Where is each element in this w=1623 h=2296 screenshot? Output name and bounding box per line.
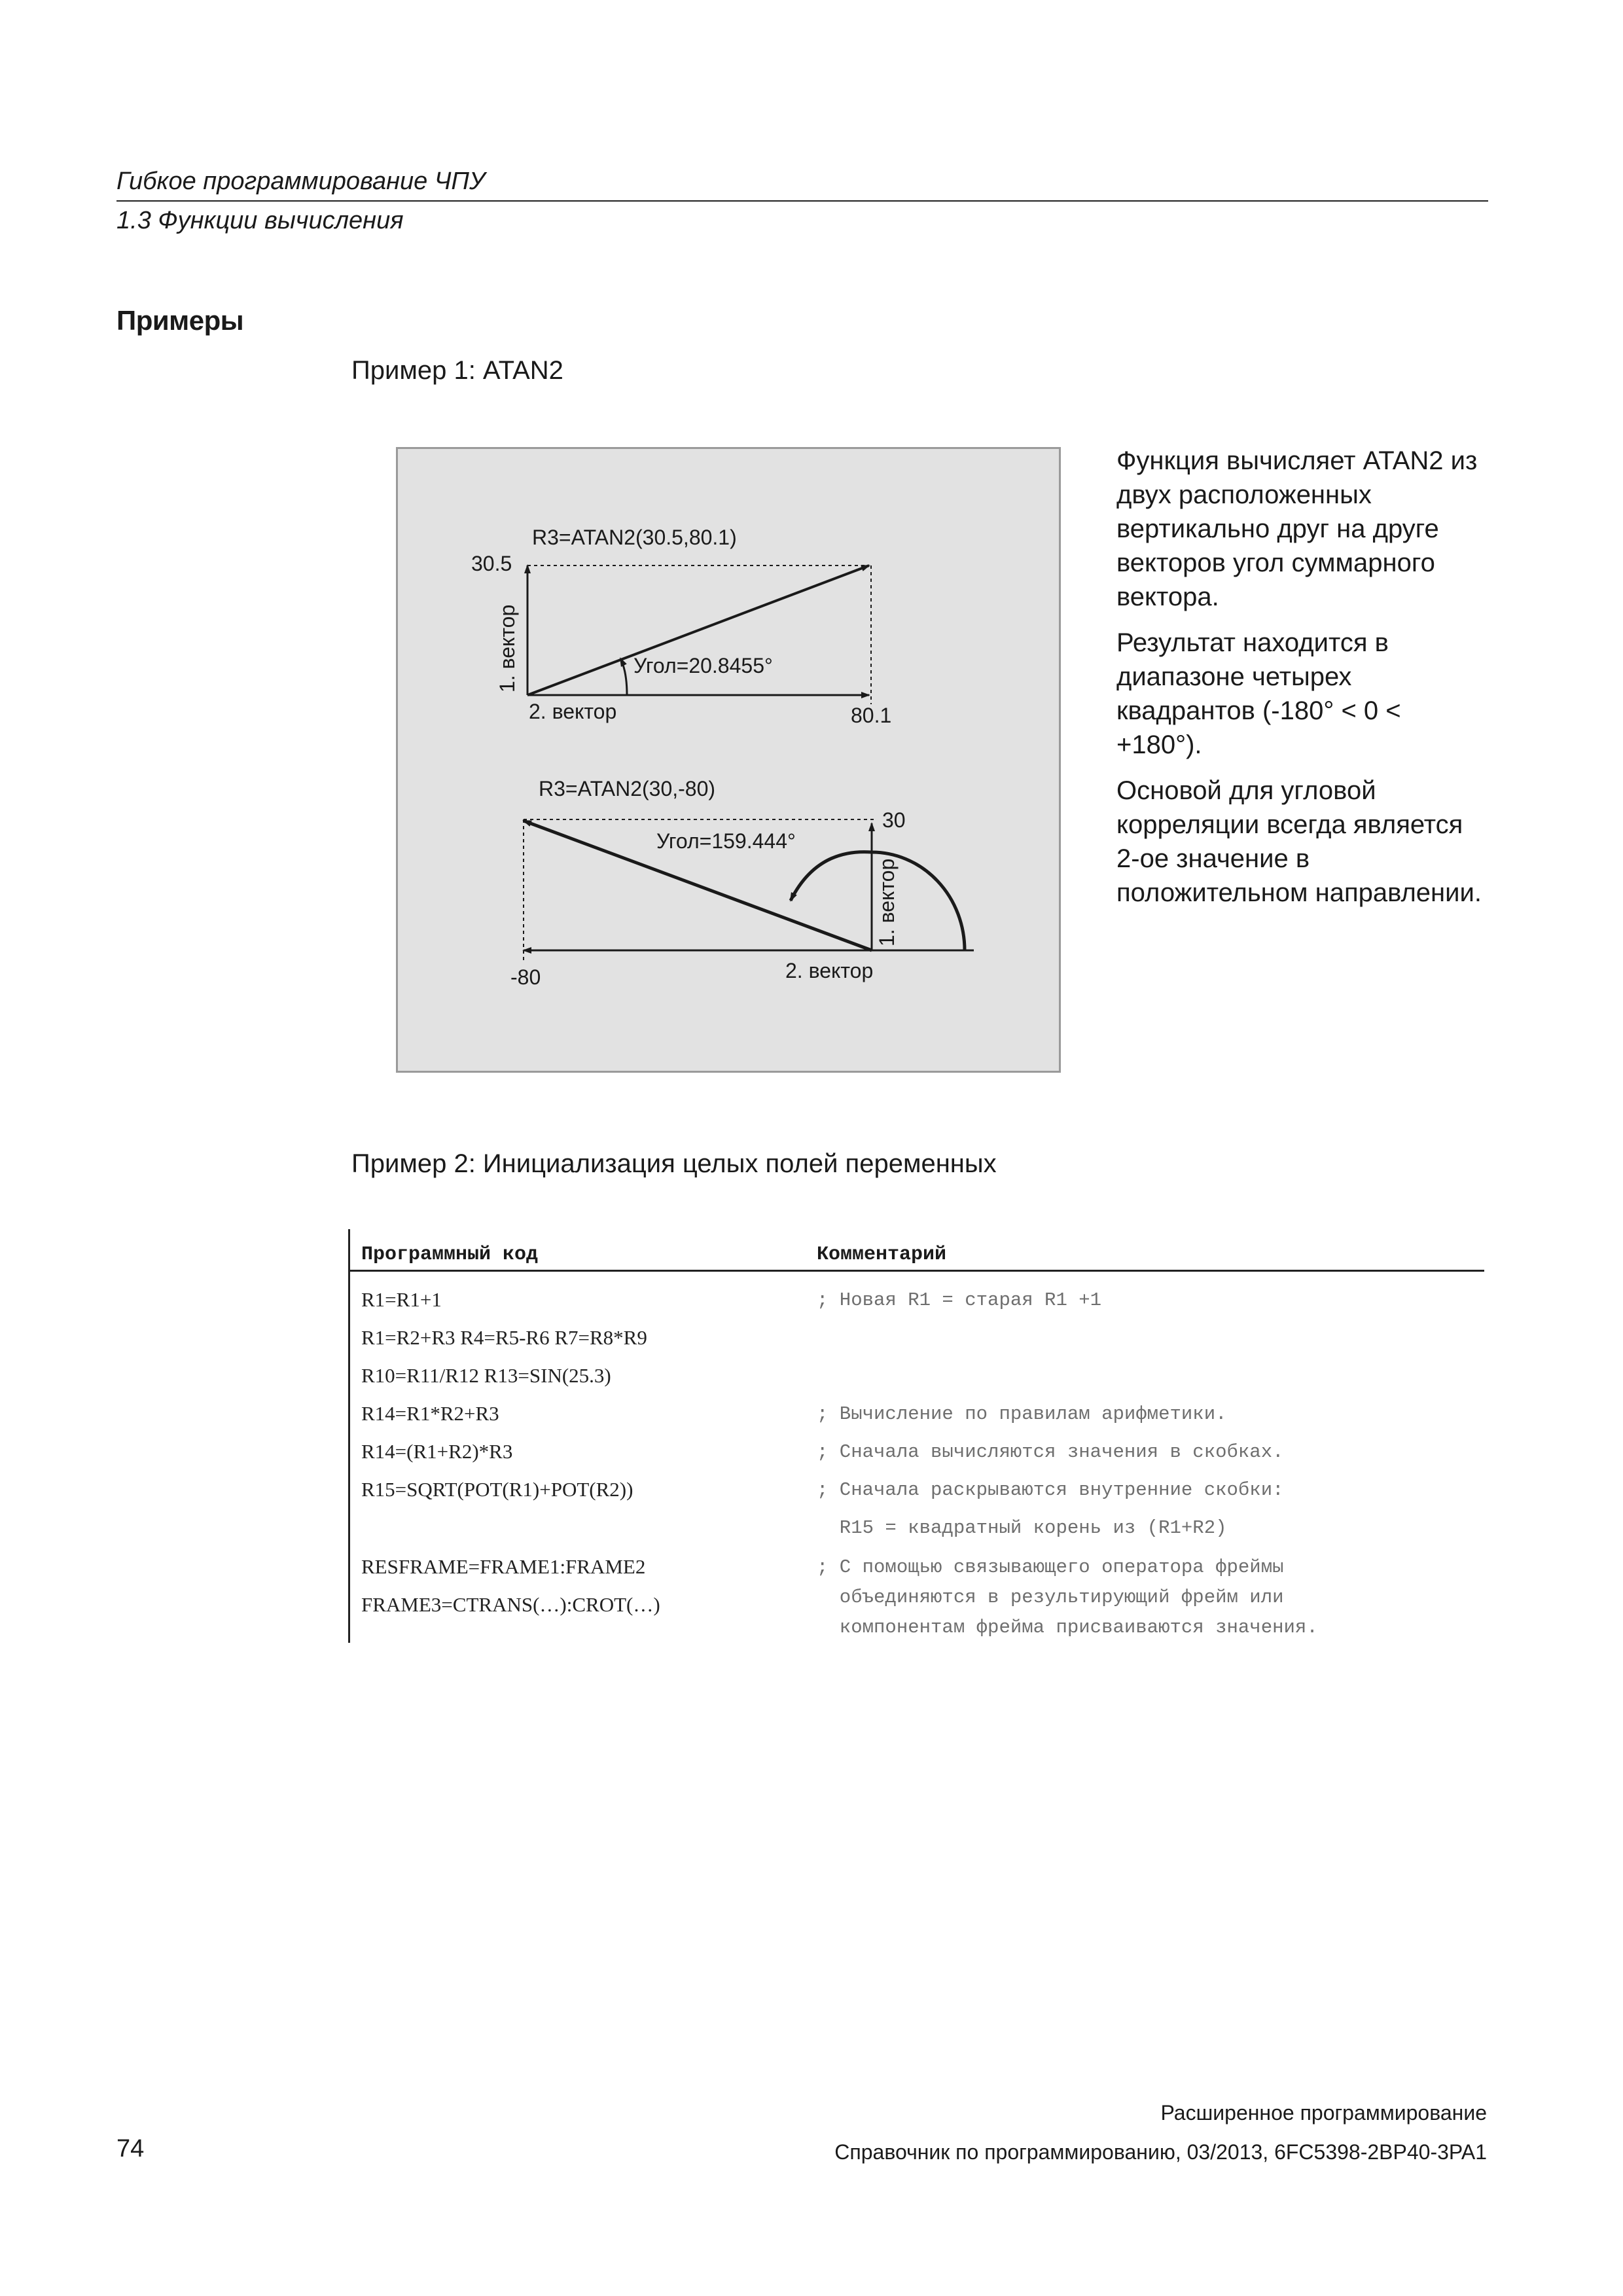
- comment-line: ; С помощью связывающего оператора фреймы: [817, 1556, 1284, 1578]
- table-header-code: Программный код: [361, 1244, 539, 1266]
- top-vector1-label: 1. вектор: [495, 604, 519, 692]
- bottom-formula: R3=ATAN2(30,-80): [539, 777, 716, 800]
- code-line: R14=R1*R2+R3: [361, 1402, 499, 1425]
- code-line: R10=R11/R12 R13=SIN(25.3): [361, 1364, 611, 1387]
- page-number: 74: [116, 2135, 145, 2162]
- example1-label: Пример 1: ATAN2: [351, 356, 563, 385]
- code-line: R14=(R1+R2)*R3: [361, 1440, 513, 1463]
- top-vector2-label: 2. вектор: [529, 700, 617, 723]
- example1-description: [1116, 444, 1483, 922]
- comment-line: объединяются в результирующий фрейм или: [817, 1587, 1284, 1608]
- top-angle-arc: [620, 658, 627, 695]
- comment-line: компонентам фрейма присваиваются значения.: [817, 1617, 1318, 1638]
- description-paragraph-2: Результат находится в диапазоне четырех квадрантов (-180° < 0 < +180°).: [1116, 628, 1401, 759]
- code-line: R1=R1+1: [361, 1288, 442, 1311]
- top-diagram: [471, 526, 891, 727]
- atan2-diagram: [398, 449, 1063, 1075]
- comment-line: R15 = квадратный корень из (R1+R2): [817, 1517, 1227, 1539]
- table-header-comment: Комментарий: [817, 1244, 947, 1266]
- bottom-angle-arc-inner: [791, 852, 872, 901]
- code-line: R15=SQRT(POT(R1)+POT(R2)): [361, 1478, 633, 1501]
- code-line: FRAME3=CTRANS(…):CROT(…): [361, 1593, 660, 1616]
- table-header-rule: [350, 1270, 1484, 1272]
- top-y-value: 30.5: [471, 552, 512, 575]
- description-paragraph-1: Функция вычисляет ATAN2 из двух расположенных вертикально друг на друге векторов угол суммарного вектора.: [1116, 446, 1478, 611]
- bottom-y-value: 30: [882, 808, 906, 832]
- bottom-diagram: [510, 777, 974, 989]
- example2-label: Пример 2: Инициализация целых полей переменных: [351, 1149, 997, 1178]
- bottom-angle-label: Угол=159.444°: [656, 829, 796, 853]
- comment-line: ; Новая R1 = старая R1 +1: [817, 1289, 1102, 1311]
- top-x-value: 80.1: [851, 704, 892, 727]
- table-left-rule: [348, 1229, 350, 1643]
- description-paragraph-3: Основой для угловой корреляции всегда является 2-ое значение в положительном направлении.: [1116, 776, 1482, 907]
- comment-line: ; Вычисление по правилам арифметики.: [817, 1403, 1227, 1425]
- bottom-x-value: -80: [510, 965, 541, 989]
- footer-book-title: Расширенное программирование: [1160, 2101, 1487, 2125]
- comment-line: ; Сначала вычисляются значения в скобках.: [817, 1441, 1284, 1463]
- bottom-vector1-label: 1. вектор: [875, 858, 899, 946]
- footer-reference: Справочник по программированию, 03/2013, 6FC5398-2BP40-3PA1: [834, 2140, 1487, 2164]
- comment-line: ; Сначала раскрываются внутренние скобки:: [817, 1479, 1284, 1501]
- bottom-vector2-label: 2. вектор: [785, 959, 874, 982]
- code-line: RESFRAME=FRAME1:FRAME2: [361, 1555, 646, 1578]
- running-header-subtitle: 1.3 Функции вычисления: [116, 207, 404, 234]
- top-angle-label: Угол=20.8455°: [633, 654, 773, 677]
- top-formula: R3=ATAN2(30.5,80.1): [532, 526, 737, 549]
- running-header-title: Гибкое программирование ЧПУ: [116, 168, 486, 195]
- header-rule: [116, 200, 1488, 202]
- atan2-figure: [396, 447, 1061, 1073]
- section-title: Примеры: [116, 305, 244, 336]
- code-line: R1=R2+R3 R4=R5-R6 R7=R8*R9: [361, 1326, 647, 1349]
